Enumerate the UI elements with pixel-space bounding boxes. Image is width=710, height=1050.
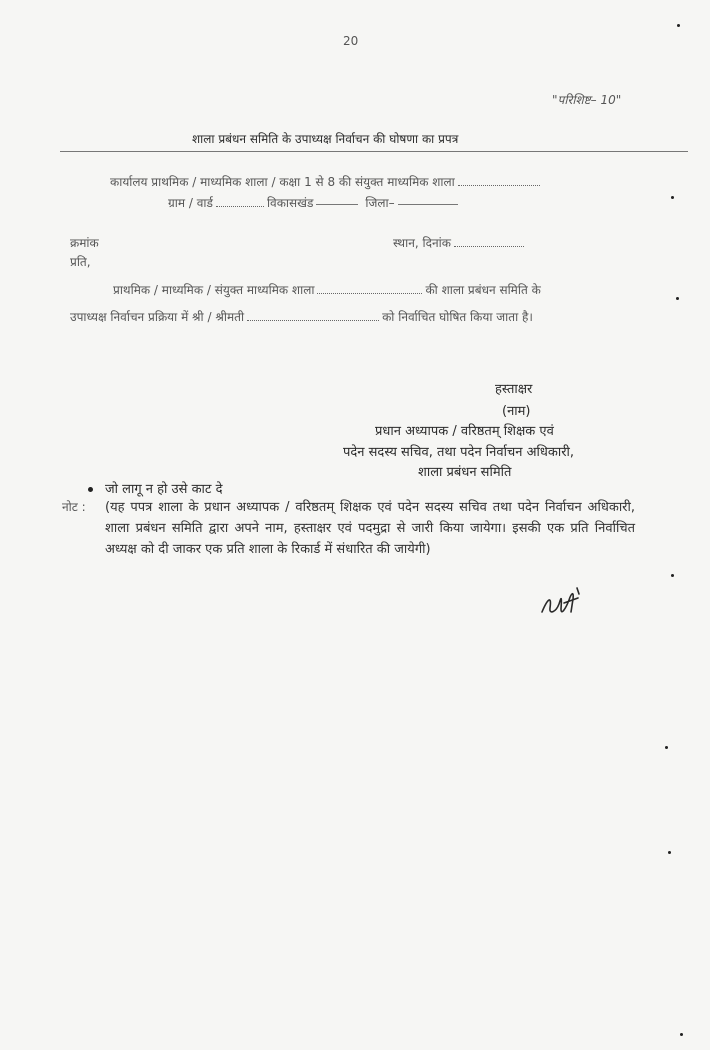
designation-line-2: पदेन सदस्य सचिव, तथा पदेन निर्वाचन अधिकारी, [343, 445, 575, 460]
member-name-blank [247, 319, 379, 321]
village-blank [216, 205, 264, 207]
scan-speck [680, 1033, 683, 1036]
place-date-label: स्थान, दिनांक [393, 236, 451, 250]
signature-label: हस्ताक्षर [495, 382, 533, 397]
designation-line-1: प्रधान अध्यापक / वरिष्ठतम् शिक्षक एवं [375, 424, 554, 439]
body-line-2 [70, 308, 533, 325]
form-title: शाला प्रबंधन समिति के उपाध्यक्ष निर्वाचन की घोषणा का प्रपत्र [192, 132, 459, 146]
scan-speck [671, 574, 674, 577]
scan-speck [671, 196, 674, 199]
body-line-2-start: उपाध्यक्ष निर्वाचन प्रक्रिया में श्री / श्रीमती [70, 310, 245, 324]
block-blank [316, 203, 358, 205]
block-label: विकासखंड [266, 196, 314, 210]
serial-label: क्रमांक [70, 236, 99, 250]
note-label: नोट : [62, 500, 86, 514]
location-line [168, 194, 461, 211]
body-line-1-start: प्राथमिक / माध्यमिक / संयुक्त माध्यमिक शाला [113, 283, 315, 297]
bullet-icon [88, 487, 93, 492]
name-label: (नाम) [502, 404, 531, 419]
initials-signature [538, 582, 584, 622]
office-line [110, 173, 543, 190]
body-line-2-end: को निर्वाचित घोषित किया जाता है। [382, 310, 533, 324]
scan-speck [665, 746, 668, 749]
place-date-line [393, 234, 527, 251]
school-name-blank [317, 292, 422, 294]
strike-instruction [88, 479, 223, 497]
district-blank [398, 203, 458, 205]
note-text: (यह पपत्र शाला के प्रधान अध्यापक / वरिष्ठतम् शिक्षक एवं पदेन सदस्य सचिव तथा पदेन निर्वाचन अधिकारी, शाला प्रबंधन समिति द्वारा अपने नाम, हस्ताक्षर एवं पदमुद्रा से जारी किया जायेगा। इसकी एक प्रति निर्वाचित अध्यक्ष को दी जाकर एक प्रति शाला के रिकार्ड में संधारित की जायेगी) [105, 500, 635, 557]
strike-instruction-text: जो लागू न हो उसे काट दे [105, 482, 223, 497]
village-label: ग्राम / वार्ड [168, 196, 213, 210]
page-number: 20 [343, 34, 359, 48]
scan-speck [668, 851, 671, 854]
scan-speck [677, 24, 680, 27]
to-label: प्रति, [70, 255, 91, 269]
place-date-blank [454, 245, 524, 247]
scan-speck [676, 297, 679, 300]
body-line-1-end: की शाला प्रबंधन समिति के [425, 283, 541, 297]
designation-line-3: शाला प्रबंधन समिति [418, 465, 512, 480]
district-label: जिला– [365, 196, 395, 210]
body-line-1 [113, 281, 541, 298]
office-line-text: कार्यालय प्राथमिक / माध्यमिक शाला / कक्षा 1 से 8 की संयुक्त माध्यमिक शाला [110, 175, 455, 189]
office-blank [458, 184, 540, 186]
appendix-label: "परिशिष्ट– 10" [552, 93, 622, 107]
title-rule [60, 151, 688, 152]
